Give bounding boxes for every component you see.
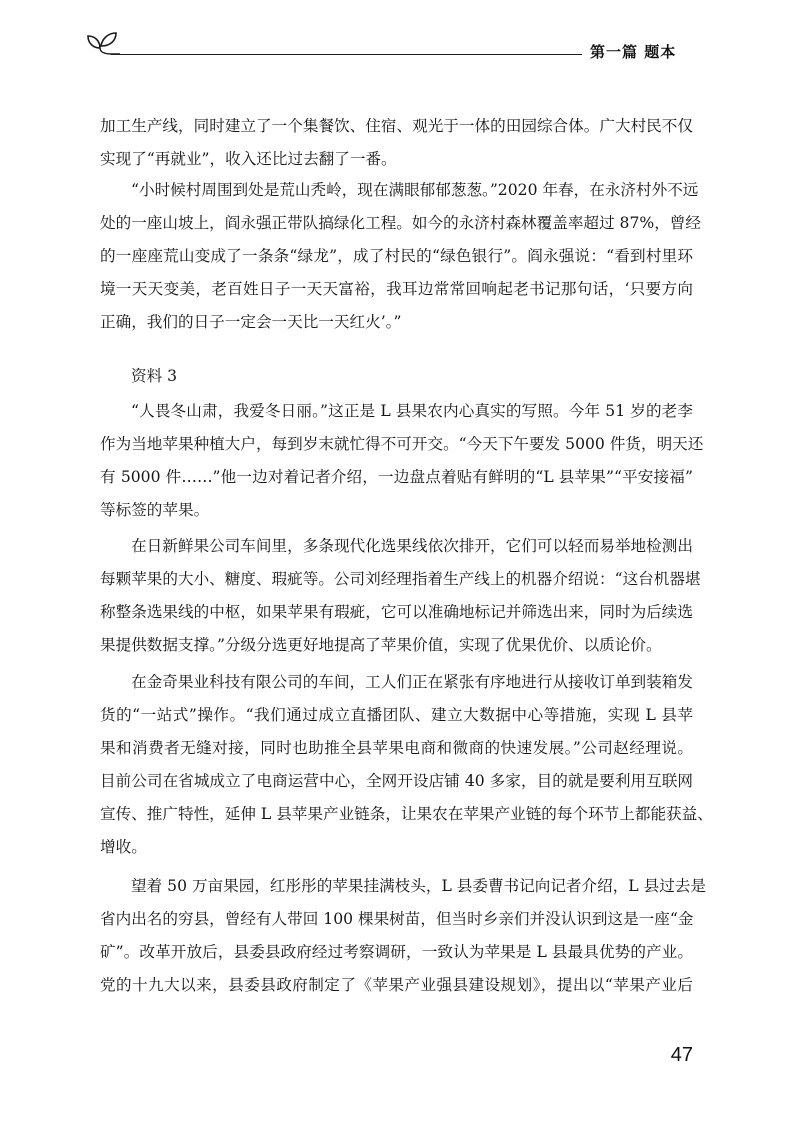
paragraph [100,530,701,662]
text-line: 矿”。改革开放后，县委县政府经过考察调研，一致认为苹果是 L 县最具优势的产业。 [100,943,693,961]
paragraph [100,110,693,176]
text-line: 果和消费者无缝对接，同时也助推全县苹果电商和微商的快速发展。”公司赵经理说。 [100,739,693,757]
text-line: 称整条选果线的中枢，如果苹果有瑕疵，它可以准确地标记并筛选出来，同时为后续选 [100,603,693,621]
material-label [100,360,693,393]
text-line: 的一座座荒山变成了一条条“绿龙”，成了村民的“绿色银行”。阎永强说：“看到村里环 [100,247,693,265]
text-line: 有 5000 件……”他一边对着记者介绍，一边盘点着贴有鲜明的“L 县苹果”“平安接福” [100,468,693,486]
text-line: 在日新鲜果公司车间里，多条现代化选果线依次排开，它们可以轻而易举地检测出 [131,537,693,555]
text-line: 处的一座山坡上，阎永强正带队搞绿化工程。如今的永济村森林覆盖率超过 87%，曾经 [100,214,701,232]
text-line: 货的“一站式”操作。“我们通过成立直播团队、建立大数据中心等措施，实现 L 县苹 [100,706,693,724]
paragraph [100,174,701,339]
section-title: 第一篇 题本 [590,43,677,61]
text-line: “人畏冬山肃，我爱冬日丽。”这正是 L 县果农内心真实的写照。今年 51 岁的老李 [131,402,693,420]
text-line: 作为当地苹果种植大户，每到岁末就忙得不可开交。“今天下午要发 5000 件货，明天还 [100,435,704,453]
text-line: 省内出名的穷县，曾经有人带回 100 棵果树苗，但当时乡亲们并没认识到这是一座“金 [100,910,694,928]
text-line: 增收。 [100,838,147,856]
text-line: 实现了“再就业”，收入还比过去翻了一番。 [100,150,397,168]
text-line: 加工生产线，同时建立了一个集餐饮、住宿、观光于一体的田园综合体。广大村民不仅 [100,117,693,135]
paragraph [100,395,704,527]
material-label-text: 资料 3 [131,367,178,385]
text-line: 在金奇果业科技有限公司的车间，工人们正在紧张有序地进行从接收订单到装箱发 [131,673,693,691]
text-line: 境一天天变美，老百姓日子一天天富裕，我耳边常常回响起老书记那句话，‘只要方向 [100,280,693,298]
text-line: 望着 50 万亩果园，红彤彤的苹果挂满枝头，L 县委曹书记向记者介绍，L 县过去是 [131,877,706,895]
paragraph [100,666,713,864]
paragraph [100,870,706,1002]
text-line: 宣传、推广特性，延伸 L 县苹果产业链条，让果农在苹果产业链的每个环节上都能获益、 [100,805,713,823]
text-line: 正确，我们的日子一定会一天比一天红火’。” [100,313,402,331]
text-line: 党的十九大以来，县委县政府制定了《苹果产业强县建设规划》，提出以“苹果产业后 [100,976,693,994]
page-number: 47 [670,1044,693,1066]
text-line: 目前公司在省城成立了电商运营中心，全网开设店铺 40 多家，目的就是要利用互联网 [100,772,693,790]
text-line: 等标签的苹果。 [100,501,210,519]
header-rule [111,54,582,55]
text-line: 每颗苹果的大小、糖度、瑕疵等。公司刘经理指着生产线上的机器介绍说：“这台机器堪 [100,570,701,588]
text-line: “小时候村周围到处是荒山秃岭，现在满眼郁郁葱葱。”2020 年春，在永济村外不远 [131,181,699,199]
text-line: 果提供数据支撑。”分级分选更好地提高了苹果价值，实现了优果优价、以质论价。 [100,636,662,654]
